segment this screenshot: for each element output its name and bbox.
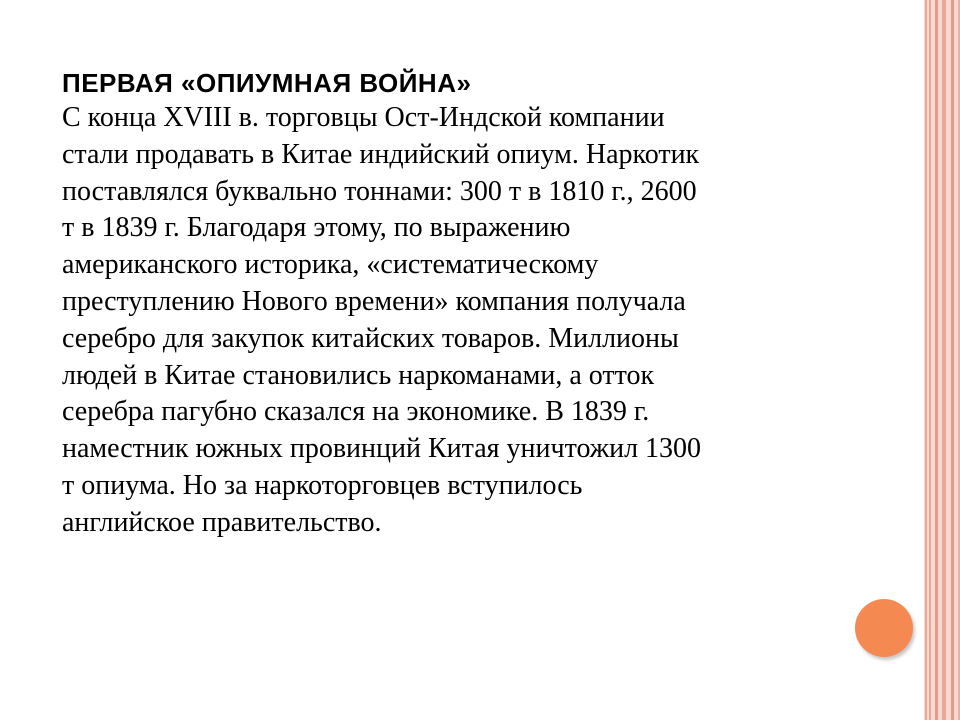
slide-body-text bbox=[62, 100, 892, 542]
border-stripe bbox=[942, 0, 946, 720]
body-text-line: поставлялся буквально тоннами: 300 т в 1810 г., 2600 bbox=[62, 175, 697, 207]
body-text-line: преступлению Нового времени» компания получала bbox=[62, 285, 686, 317]
body-text-line: т опиума. Но за наркоторговцев вступилось bbox=[62, 469, 583, 501]
border-stripe bbox=[925, 0, 927, 720]
body-text-line: т в 1839 г. Благодаря этому, по выражению bbox=[62, 212, 571, 244]
decorative-orange-circle bbox=[855, 599, 913, 657]
body-text-line: стали продавать в Китае индийский опиум. Наркотик bbox=[62, 138, 700, 170]
body-text-line: серебро для закупок китайских товаров. Миллионы bbox=[62, 322, 679, 354]
slide-title: ПЕРВАЯ «ОПИУМНАЯ ВОЙНА» bbox=[62, 68, 472, 98]
border-stripe bbox=[935, 0, 938, 720]
body-text-line: английское правительство. bbox=[62, 506, 382, 538]
body-text-line: людей в Китае становились наркоманами, а отток bbox=[62, 359, 655, 391]
border-stripe bbox=[951, 0, 954, 720]
border-stripe bbox=[929, 0, 931, 720]
body-text-line: наместник южных провинций Китая уничтожил 1300 bbox=[62, 433, 702, 465]
decorative-right-border bbox=[924, 0, 960, 720]
body-text-line: серебра пагубно сказался на экономике. В 1839 г. bbox=[62, 396, 650, 428]
slide-content bbox=[62, 66, 892, 542]
body-text-line: С конца XVIII в. торговцы Ост-Индской компании bbox=[62, 102, 665, 133]
body-text-line: американского историка, «систематическому bbox=[62, 249, 599, 281]
